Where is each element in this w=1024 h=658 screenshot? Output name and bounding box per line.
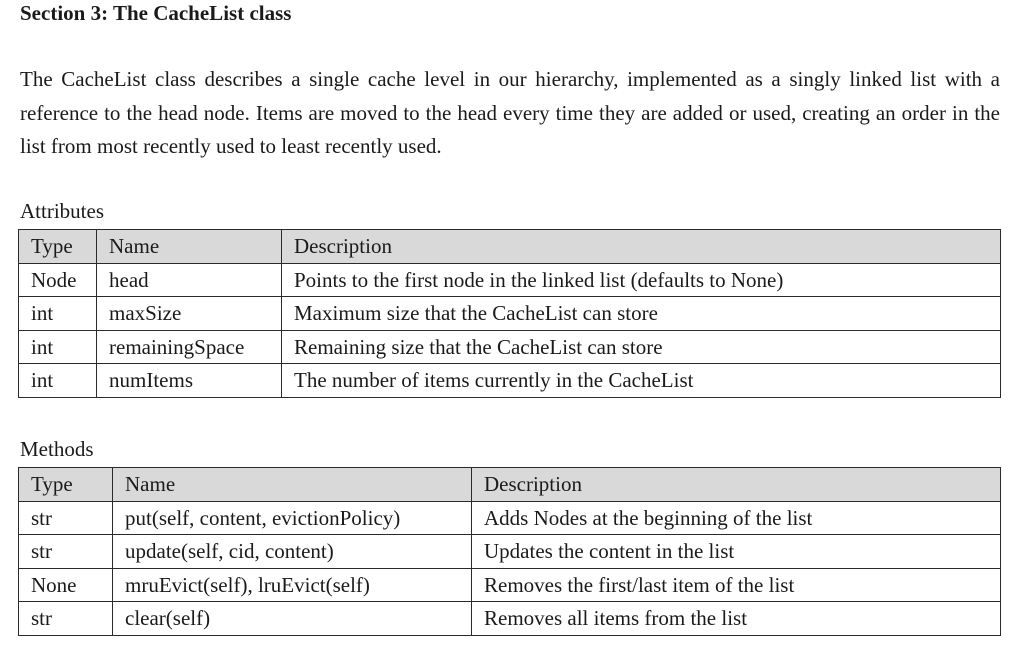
cell-type: int (19, 297, 97, 331)
cell-name: mruEvict(self), lruEvict(self) (113, 568, 472, 602)
cell-description: Removes all items from the list (472, 602, 1001, 636)
intro-paragraph: The CacheList class describes a single cache level in our hierarchy, implemented as a singly linked list with a reference to the head node. Items are moved to the head every time they are added or used, creating an order in the list from most recently used to least recently used. (20, 67, 1000, 158)
cell-type: int (19, 364, 97, 398)
cell-name: put(self, content, evictionPolicy) (113, 501, 472, 535)
cell-type: None (19, 568, 113, 602)
header-name: Name (97, 230, 282, 264)
cell-name: numItems (97, 364, 282, 398)
methods-caption: Methods (20, 437, 94, 461)
cell-type: str (19, 501, 113, 535)
header-description: Description (282, 230, 1001, 264)
cell-type: Node (19, 263, 97, 297)
table-row (19, 602, 1001, 636)
cell-name: maxSize (97, 297, 282, 331)
cell-type: str (19, 535, 113, 569)
header-name: Name (113, 468, 472, 502)
cell-description: Maximum size that the CacheList can store (282, 297, 1001, 331)
cell-name: remainingSpace (97, 330, 282, 364)
cell-name: update(self, cid, content) (113, 535, 472, 569)
table-row (19, 501, 1001, 535)
cell-type: str (19, 602, 113, 636)
attributes-caption: Attributes (20, 199, 104, 223)
table-row (19, 263, 1001, 297)
table-header-row (19, 230, 1001, 264)
header-type: Type (19, 230, 97, 264)
cell-description: Points to the first node in the linked list (defaults to None) (282, 263, 1001, 297)
header-description: Description (472, 468, 1001, 502)
table-row (19, 568, 1001, 602)
section-title: Section 3: The CacheList class (20, 1, 292, 25)
table-row (19, 297, 1001, 331)
cell-description: Updates the content in the list (472, 535, 1001, 569)
cell-description: The number of items currently in the CacheList (282, 364, 1001, 398)
header-type: Type (19, 468, 113, 502)
cell-name: clear(self) (113, 602, 472, 636)
table-row (19, 330, 1001, 364)
attributes-table (18, 229, 1001, 398)
table-row (19, 535, 1001, 569)
cell-description: Adds Nodes at the beginning of the list (472, 501, 1001, 535)
table-row (19, 364, 1001, 398)
table-header-row (19, 468, 1001, 502)
cell-name: head (97, 263, 282, 297)
cell-type: int (19, 330, 97, 364)
cell-description: Remaining size that the CacheList can store (282, 330, 1001, 364)
cell-description: Removes the first/last item of the list (472, 568, 1001, 602)
methods-table (18, 467, 1001, 636)
